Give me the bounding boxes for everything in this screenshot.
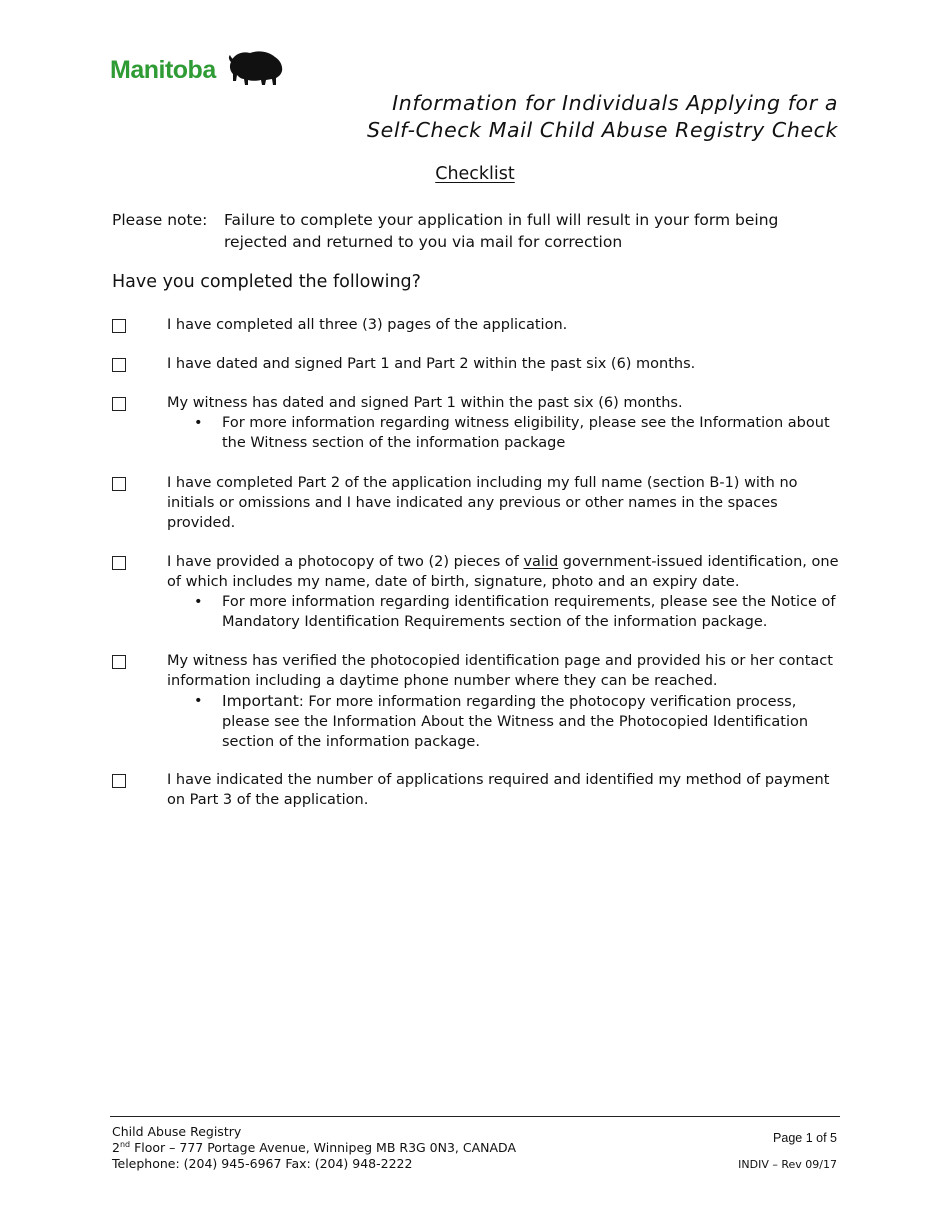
checklist-item	[112, 315, 842, 335]
footer-phone: Telephone: (204) 945-6967 Fax: (204) 948-2222	[112, 1156, 413, 1171]
bullet-list	[194, 592, 842, 632]
checklist-item-text: I have completed all three (3) pages of the application.	[167, 317, 568, 333]
bullet-important	[194, 691, 842, 752]
address-sup: nd	[119, 1140, 131, 1149]
title-line-1: Information for Individuals Applying for a	[392, 91, 838, 115]
logo-wordmark: Manitoba	[110, 56, 216, 84]
checkbox-payment[interactable]	[112, 774, 126, 788]
revision-code: INDIV – Rev 09/17	[738, 1158, 837, 1171]
bullet-list	[194, 691, 842, 752]
question-heading: Have you completed the following?	[112, 272, 421, 292]
footer-contact	[112, 1124, 516, 1172]
bison-icon	[228, 48, 284, 88]
note-label: Please note:	[112, 211, 208, 229]
title-line-2: Self-Check Mail Child Abuse Registry Check	[367, 118, 838, 142]
address-number: 2	[112, 1140, 120, 1155]
checkbox-witness-verified[interactable]	[112, 655, 126, 669]
checklist-item	[112, 651, 842, 752]
checkbox-full-name[interactable]	[112, 477, 126, 491]
checklist-heading-text: Checklist	[435, 164, 515, 184]
manitoba-logo	[110, 48, 290, 90]
id-text-valid: valid	[523, 554, 559, 570]
important-text: : For more information regarding the photocopy verification process, please see the Information About the Witness and the Photocopied Identification section of the information package.	[222, 694, 809, 750]
checklist-item	[112, 473, 842, 533]
footer-divider	[110, 1116, 840, 1117]
bullet-witness-eligibility: • For more information regarding witness eligibility, please see the Information about the Witness section of the information package	[194, 413, 842, 453]
id-text-after: government-issued identification, one of which includes my name, date of birth, signature, photo and an expiry date.	[167, 554, 839, 590]
checklist-item-text	[167, 552, 842, 592]
checklist-heading	[0, 164, 950, 184]
checklist-item-text: My witness has verified the photocopied identification page and provided his or her contact information including a daytime phone number where they can be reached.	[167, 653, 833, 689]
important-label: Important	[222, 692, 299, 710]
checklist-item	[112, 393, 842, 453]
document-title	[367, 90, 838, 144]
bullet-id-requirements: • For more information regarding identification requirements, please see the Notice of Mandatory Identification Requirements section of the information package.	[194, 592, 842, 632]
footer-address	[112, 1140, 516, 1156]
checkbox-signed[interactable]	[112, 358, 126, 372]
bullet-list	[194, 413, 842, 453]
checklist-item	[112, 770, 842, 810]
checklist-item-text: I have indicated the number of applications required and identified my method of payment on Part 3 of the application.	[167, 772, 830, 808]
checkbox-identification[interactable]	[112, 556, 126, 570]
checklist-item-text: My witness has dated and signed Part 1 within the past six (6) months.	[167, 395, 683, 411]
page-number: Page 1 of 5	[773, 1131, 837, 1145]
checkbox-witness-signed[interactable]	[112, 397, 126, 411]
checklist-item	[112, 552, 842, 632]
checklist-item	[112, 354, 842, 374]
checkbox-pages[interactable]	[112, 319, 126, 333]
checklist-item-text: I have completed Part 2 of the application including my full name (section B-1) with no initials or omissions and I have indicated any previous or other names in the spaces provided.	[167, 475, 798, 531]
id-text-before: I have provided a photocopy of two (2) pieces of	[167, 554, 524, 570]
footer-org: Child Abuse Registry	[112, 1124, 242, 1139]
checklist-item-text: I have dated and signed Part 1 and Part 2 within the past six (6) months.	[167, 356, 696, 372]
note-text: Failure to complete your application in full will result in your form being rejected and returned to you via mail for correction	[224, 211, 779, 251]
address-rest: Floor – 777 Portage Avenue, Winnipeg MB R3G 0N3, CANADA	[130, 1140, 517, 1155]
